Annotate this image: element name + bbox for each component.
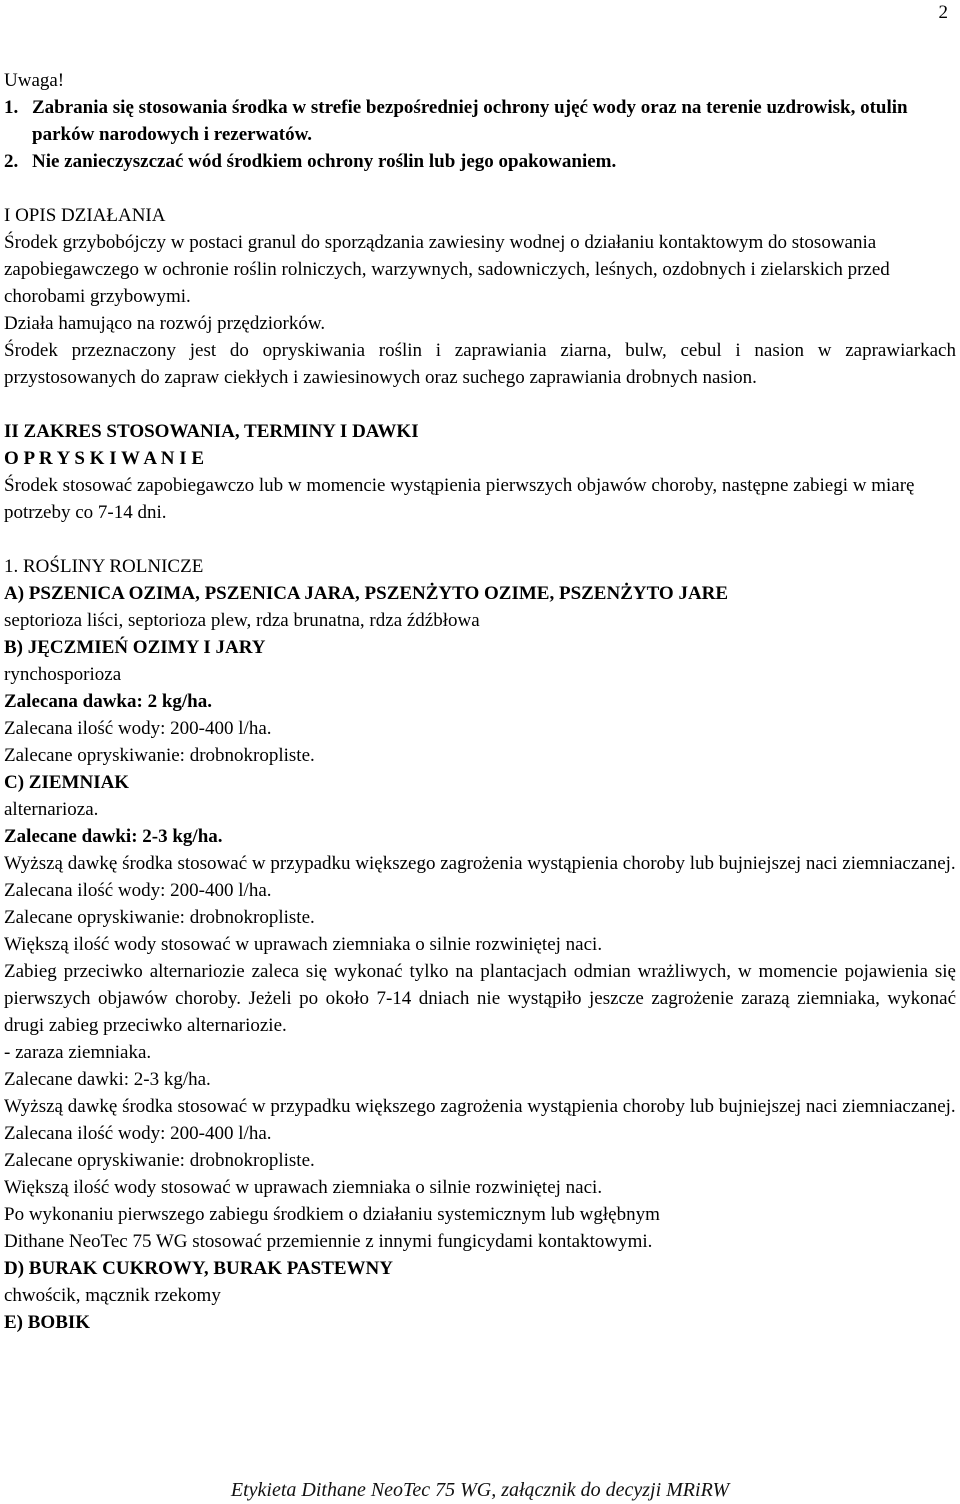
recommended-water: Zalecana ilość wody: 200-400 l/ha. (4, 1123, 272, 1144)
alternation-note: Dithane NeoTec 75 WG stosować przemiennie z innymi fungicydami kontaktowymi. (4, 1231, 653, 1252)
higher-dose-note: Wyższą dawkę środka stosować w przypadku większego zagrożenia wystąpienia choroby lub bujniejszej naci ziemniaczanej. (4, 853, 956, 874)
document-body (4, 67, 956, 1336)
page-number: 2 (938, 2, 948, 23)
higher-dose-note: Wyższą dawkę środka stosować w przypadku większego zagrożenia wystąpienia choroby lub bujniejszej naci ziemniaczanej. (4, 1096, 956, 1117)
crop-diseases: - zaraza ziemniaka. (4, 1042, 152, 1063)
spacer (4, 526, 956, 553)
warning-item-text: Zabrania się stosowania środka w strefie bezpośredniej ochrony ujęć wody oraz na terenie uzdrowisk, otulin parków narodowych i rezerwatów. (32, 97, 908, 145)
warning-item-text: Nie zanieczyszczać wód środkiem ochrony roślin lub jego opakowaniem. (32, 151, 617, 172)
crop-diseases: septorioza liści, septorioza plew, rdza brunatna, rdza źdźbłowa (4, 610, 480, 631)
recommended-water: Zalecana ilość wody: 200-400 l/ha. (4, 718, 272, 739)
page-footer: Etykieta Dithane NeoTec 75 WG, załącznik do decyzji MRiRW (230, 1479, 730, 1501)
warning-item-number: 2. (4, 151, 19, 172)
recommended-dose: Zalecana dawka: 2 kg/ha. (4, 691, 212, 712)
description-paragraph: Środek grzybobójczy w postaci granul do sporządzania zawiesiny wodnej o działaniu kontaktowym do stosowania zapobiegawczego w ochronie roślin rolniczych, warzywnych, sadowniczych, leśnych, ozdobnych i zielarskich przed chorobami grzybowymi. (4, 232, 890, 307)
crop-diseases: rynchosporioza (4, 664, 122, 685)
crop-diseases: chwościk, mącznik rzekomy (4, 1285, 221, 1306)
spacer (4, 391, 956, 418)
crop-title-beet: D) BURAK CUKROWY, BURAK PASTEWNY (4, 1258, 393, 1279)
recommended-dose: Zalecane dawki: 2-3 kg/ha. (4, 1069, 211, 1090)
recommended-spray: Zalecane opryskiwanie: drobnokropliste. (4, 745, 315, 766)
water-note: Większą ilość wody stosować w uprawach ziemniaka o silnie rozwiniętej naci. (4, 1177, 603, 1198)
water-note: Większą ilość wody stosować w uprawach ziemniaka o silnie rozwiniętej naci. (4, 934, 603, 955)
recommended-dose: Zalecane dawki: 2-3 kg/ha. (4, 826, 223, 847)
warning-item-number: 1. (4, 97, 19, 118)
crop-title-potato: C) ZIEMNIAK (4, 772, 130, 793)
alternaria-note: Zabieg przeciwko alternariozie zaleca się wykonać tylko na plantacjach odmian wrażliwych, w momencie pojawienia się pierwszych objawów choroby. Jeżeli po około 7-14 dniach nie wystąpiło jeszcze zagrożenie zarazą ziemniaka, wykonać drugi zabieg przeciwko alternariozie. (4, 961, 956, 1036)
description-paragraph: Działa hamująco na rozwój przędziorków. (4, 313, 326, 334)
crop-title-barley: B) JĘCZMIEŃ OZIMY I JARY (4, 637, 266, 658)
crop-title-wheat: A) PSZENICA OZIMA, PSZENICA JARA, PSZENŻYTO OZIME, PSZENŻYTO JARE (4, 583, 729, 604)
recommended-spray: Zalecane opryskiwanie: drobnokropliste. (4, 1150, 315, 1171)
spraying-subheading: O P R Y S K I W A N I E (4, 448, 205, 469)
crop-diseases: alternarioza. (4, 799, 99, 820)
usage-intro: Środek stosować zapobiegawczo lub w momencie wystąpienia pierwszych objawów choroby, następne zabiegi w miarę potrzeby co 7-14 dni. (4, 475, 915, 523)
spacer (4, 175, 956, 202)
crop-title-bean: E) BOBIK (4, 1312, 91, 1333)
section-heading-usage: II ZAKRES STOSOWANIA, TERMINY I DAWKI (4, 421, 419, 442)
alternation-note: Po wykonaniu pierwszego zabiegu środkiem o działaniu systemicznym lub wgłębnym (4, 1204, 660, 1225)
recommended-water: Zalecana ilość wody: 200-400 l/ha. (4, 880, 272, 901)
section-heading-description: I OPIS DZIAŁANIA (4, 205, 166, 226)
warning-item (4, 148, 956, 175)
warning-title: Uwaga! (4, 70, 65, 91)
crops-heading: 1. ROŚLINY ROLNICZE (4, 556, 204, 577)
warning-item (4, 94, 956, 148)
recommended-spray: Zalecane opryskiwanie: drobnokropliste. (4, 907, 315, 928)
description-paragraph: Środek przeznaczony jest do opryskiwania roślin i zaprawiania ziarna, bulw, cebul i nasion w zaprawiarkach przystosowanych do zapraw ciekłych i zawiesinowych oraz suchego zaprawiania drobnych nasion. (4, 340, 956, 388)
